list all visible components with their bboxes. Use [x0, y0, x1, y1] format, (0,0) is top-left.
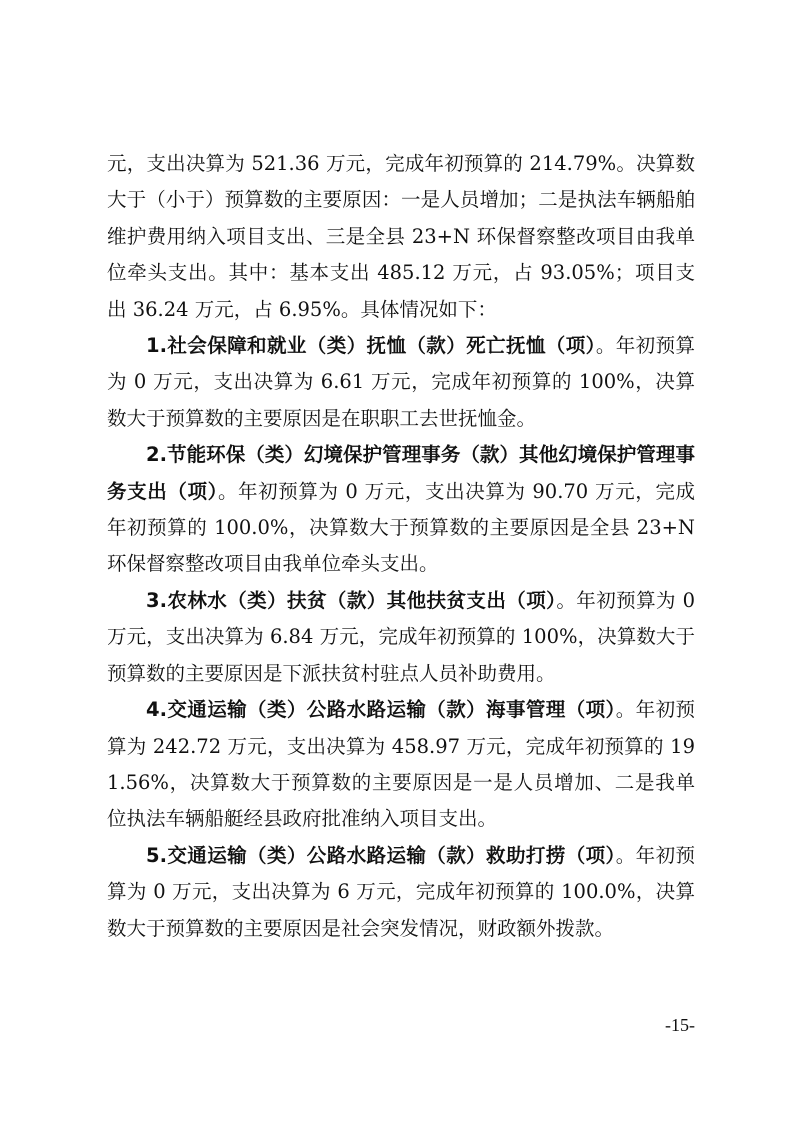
item-paragraph-2: [107, 437, 695, 583]
page-number: -15-: [665, 1015, 695, 1035]
item-heading-3: 3.农林水（类）扶贫（款）其他扶贫支出（项）: [146, 588, 557, 612]
item-paragraph-5: [107, 838, 695, 947]
item-paragraph-3: [107, 583, 695, 692]
intro-paragraph: 元，支出决算为 521.36 万元，完成年初预算的 214.79%。决算数大于（小于）预算数的主要原因：一是人员增加；二是执法车辆船舶维护费用纳入项目支出、三是全县 23+N 环保督察整改项目由我单位牵头支出。其中：基本支出 485.12 万元，占 93.05%；项目支出 36.24 万元，占 6.95%。具体情况如下：: [107, 152, 695, 321]
item-paragraph-4: [107, 692, 695, 838]
item-heading-4: 4.交通运输（类）公路水路运输（款）海事管理（项）: [146, 698, 616, 722]
item-heading-2: 2.节能环保（类）幻境保护管理事务（款）其他幻境保护管理事务支出（项）: [107, 443, 695, 503]
page-body: [107, 146, 695, 947]
item-heading-1: 1.社会保障和就业（类）抚恤（款）死亡抚恤（项）: [146, 334, 596, 358]
item-paragraph-1: [107, 328, 695, 437]
item-body-5: 。年初预算为 0 万元，支出决算为 6 万元，完成年初预算的 100.0%，决算数大于预算数的主要原因是社会突发情况，财政额外拨款。: [107, 843, 695, 940]
item-heading-5: 5.交通运输（类）公路水路运输（款）救助打捞（项）: [146, 843, 616, 867]
item-body-2: 。年初预算为 0 万元，支出决算为 90.70 万元，完成年初预算的 100.0%，决算数大于预算数的主要原因是全县 23+N 环保督察整改项目由我单位牵头支出。: [107, 479, 695, 576]
item-body-3: 。年初预算为 0 万元，支出决算为 6.84 万元，完成年初预算的 100%，决算数大于预算数的主要原因是下派扶贫村驻点人员补助费用。: [107, 588, 695, 685]
item-body-4: 。年初预算为 242.72 万元，支出决算为 458.97 万元，完成年初预算的 191.56%，决算数大于预算数的主要原因是一是人员增加、二是我单位执法车辆船艇经县政府批准纳入项目支出。: [107, 698, 695, 831]
item-body-1: 。年初预算为 0 万元，支出决算为 6.61 万元，完成年初预算的 100%，决算数大于预算数的主要原因是在职职工去世抚恤金。: [107, 334, 695, 430]
